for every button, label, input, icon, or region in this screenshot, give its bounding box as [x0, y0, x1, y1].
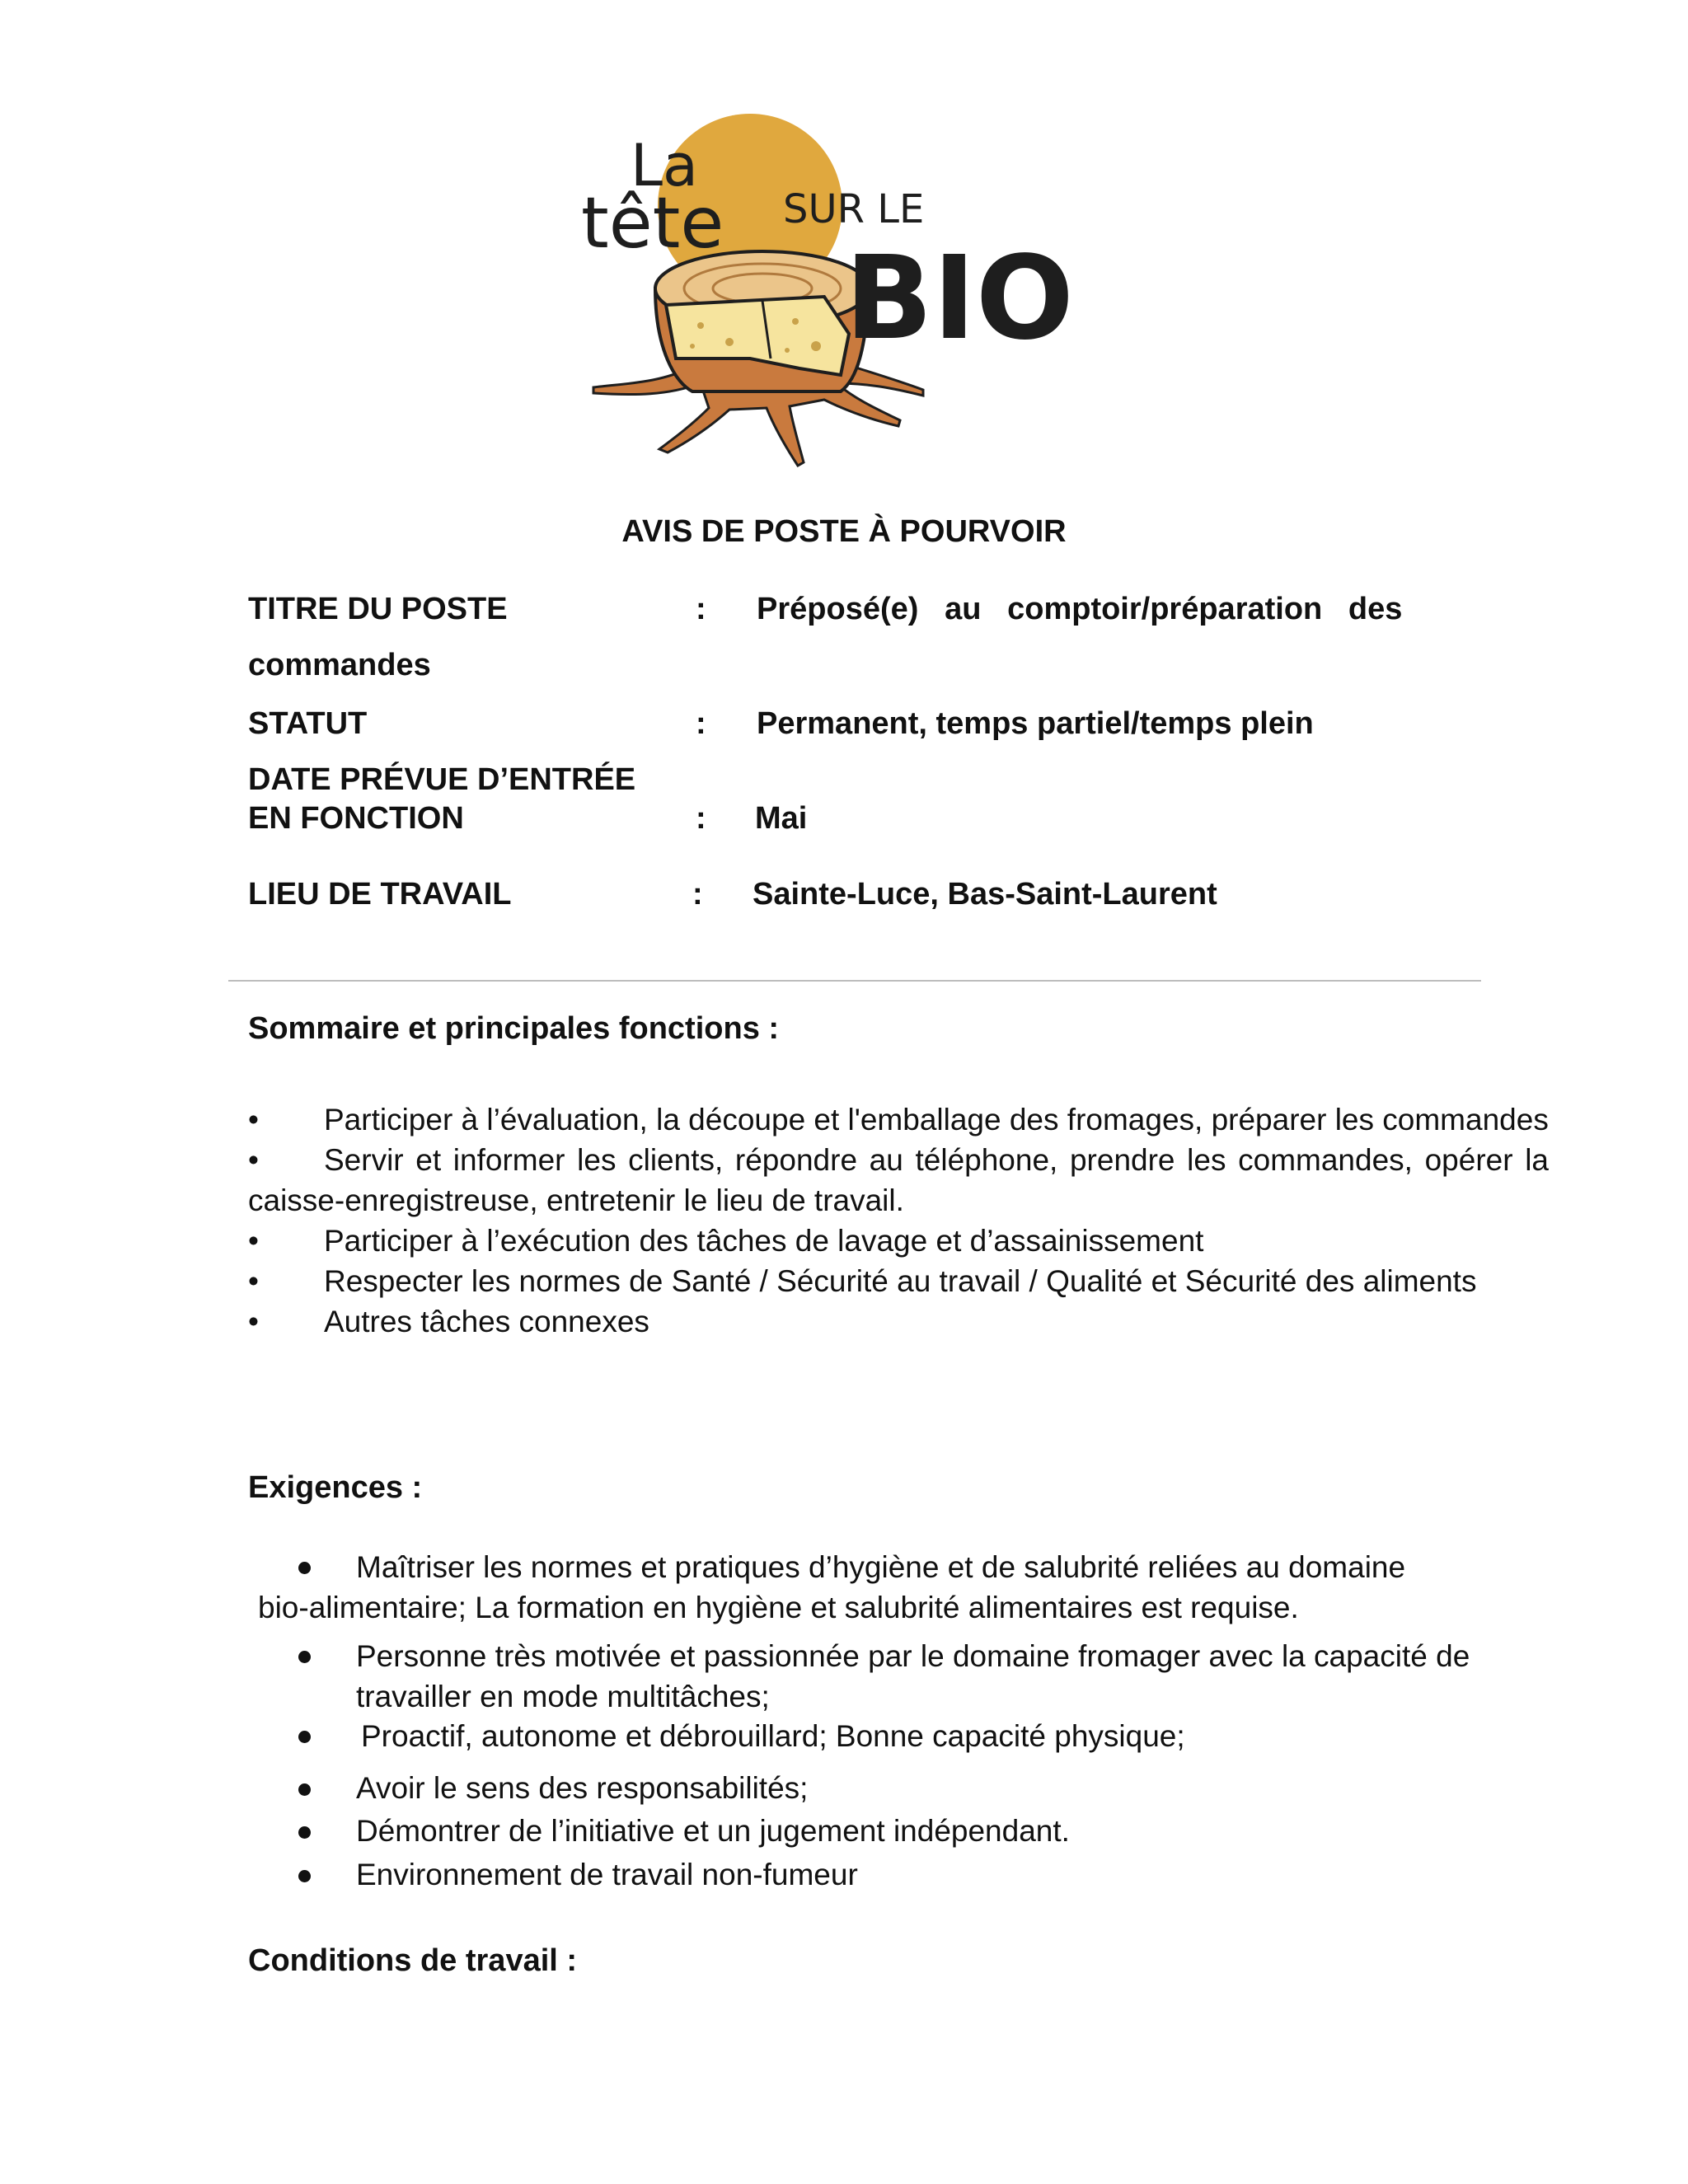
sommaire-item: • Participer à l’exécution des tâches de lavage et d’assainissement — [248, 1221, 1549, 1261]
exigence-item: Proactif, autonome et débrouillard; Bonne capacité physique; — [361, 1719, 1185, 1753]
statut-value: Permanent, temps partiel/temps plein — [757, 706, 1314, 741]
conditions-title: Conditions de travail : — [248, 1943, 578, 1978]
exigence-item: Avoir le sens des responsabilités; — [356, 1771, 809, 1805]
bullet-dot-icon — [298, 1651, 311, 1663]
bullet-icon: • — [248, 1143, 259, 1177]
sommaire-item: • Servir et informer les clients, répondre au téléphone, prendre les commandes, opérer la caisse-enregistreuse, entretenir le lieu de travail. — [248, 1140, 1549, 1221]
lieu-colon: : — [692, 877, 703, 912]
bullet-dot-icon — [298, 1731, 311, 1743]
exigence-item: Démontrer de l’initiative et un jugement indépendant. — [356, 1814, 1070, 1848]
statut-label: STATUT — [248, 706, 368, 741]
sommaire-title: Sommaire et principales fonctions : — [248, 1011, 780, 1046]
date-colon: : — [696, 801, 706, 836]
bullet-dot-icon — [298, 1783, 311, 1796]
divider — [228, 980, 1481, 982]
titre-colon: : — [696, 592, 706, 626]
date-label-line2: EN FONCTION — [248, 801, 464, 836]
titre-value: Préposé(e) au comptoir/préparation des — [757, 592, 1403, 626]
sommaire-item: • Participer à l’évaluation, la découpe et l'emballage des fromages, préparer les commandes — [248, 1099, 1549, 1140]
lieu-value: Sainte-Luce, Bas-Saint-Laurent — [753, 877, 1217, 912]
exigence-item: Maîtriser les normes et pratiques d’hygiène et de salubrité reliées au domaine — [356, 1550, 1406, 1584]
exigence-item-cont: bio-alimentaire; La formation en hygiène et salubrité alimentaires est requise. — [258, 1591, 1299, 1624]
bullet-dot-icon — [298, 1562, 311, 1574]
page-title: AVIS DE POSTE À POURVOIR — [621, 514, 1067, 549]
lieu-label: LIEU DE TRAVAIL — [248, 877, 512, 912]
bullet-dot-icon — [298, 1870, 311, 1882]
exigences-title: Exigences : — [248, 1470, 423, 1505]
sommaire-list — [248, 1099, 1549, 1342]
statut-colon: : — [696, 706, 706, 741]
titre-label: TITRE DU POSTE — [248, 592, 508, 626]
date-label-line1: DATE PRÉVUE D’ENTRÉE — [248, 762, 636, 797]
exigence-item: Environnement de travail non-fumeur — [356, 1858, 858, 1891]
exigence-item: Personne très motivée et passionnée par le domaine fromager avec la capacité de travailler en mode multitâches; — [356, 1639, 1470, 1713]
logo-text-bio: BIO — [845, 232, 1074, 366]
logo-text-tete: tête — [581, 182, 724, 265]
logo-text-sur-le: SUR LE — [783, 186, 925, 232]
date-value: Mai — [755, 801, 808, 836]
company-logo — [577, 111, 1113, 482]
logo-graphic — [577, 111, 1113, 482]
bullet-icon: • — [248, 1103, 259, 1137]
titre-value-cont: commandes — [248, 648, 431, 682]
sommaire-item: • Respecter les normes de Santé / Sécurité au travail / Qualité et Sécurité des aliments — [248, 1261, 1549, 1301]
logo-text-la: La — [631, 132, 698, 199]
bullet-dot-icon — [298, 1826, 311, 1839]
bullet-icon: • — [248, 1224, 259, 1258]
bullet-icon: • — [248, 1305, 259, 1338]
sommaire-item: • Autres tâches connexes — [248, 1301, 1549, 1342]
bullet-icon: • — [248, 1264, 259, 1298]
